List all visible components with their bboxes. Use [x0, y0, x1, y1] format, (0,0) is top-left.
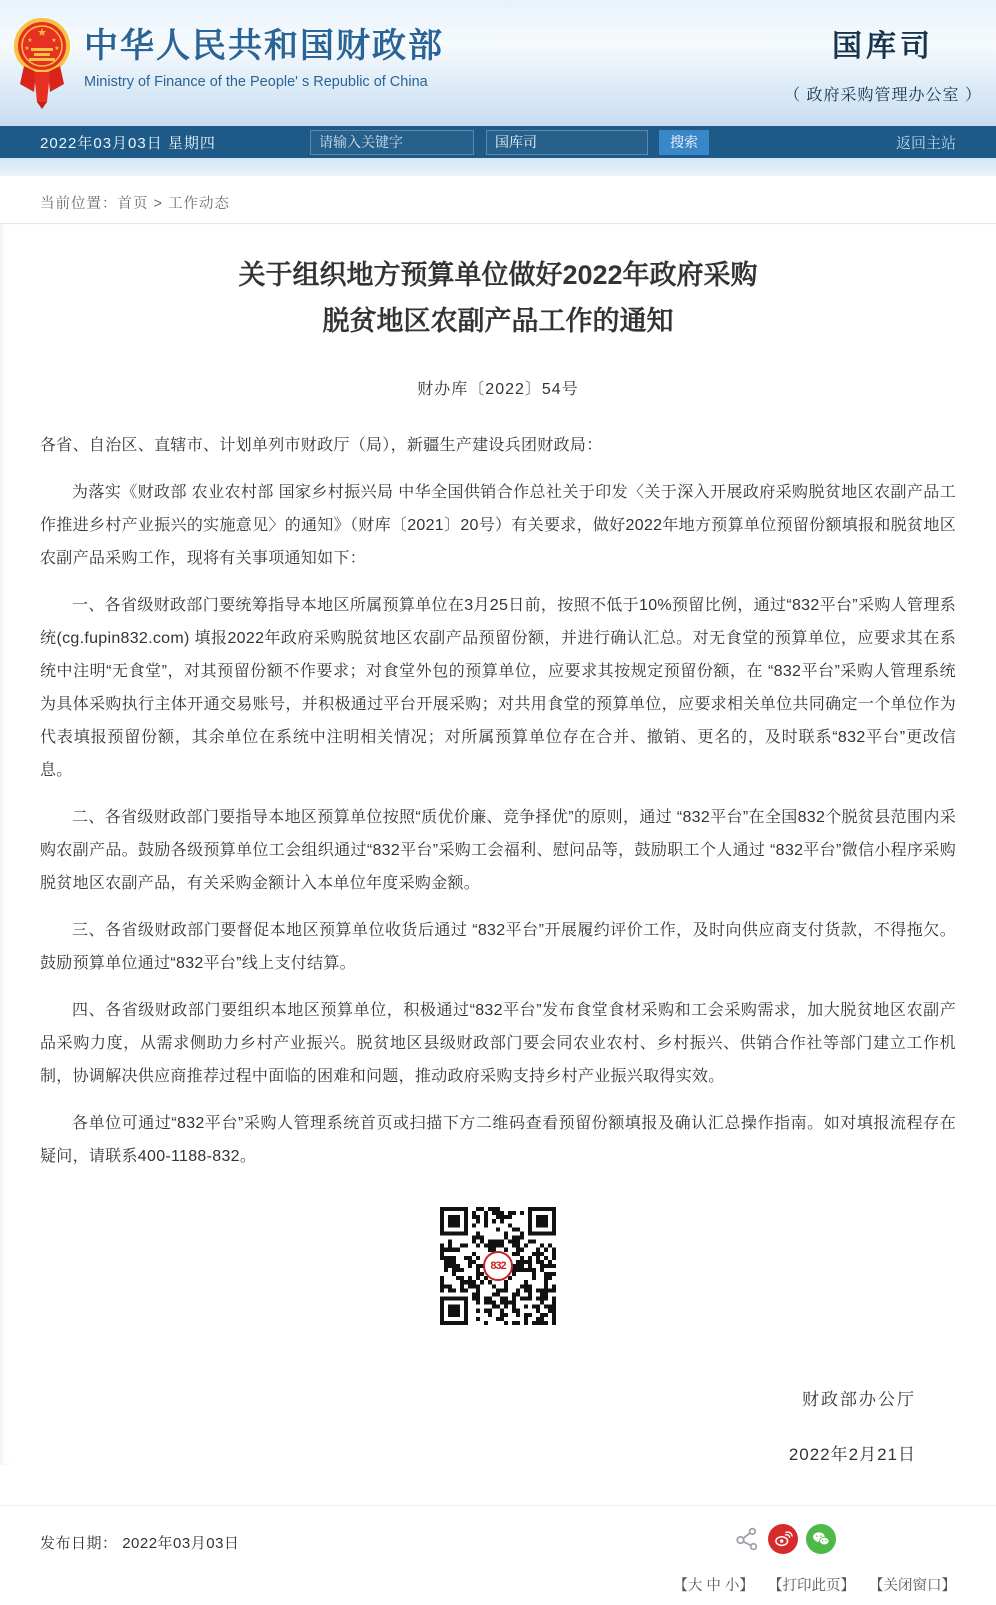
- svg-text:★: ★: [54, 46, 60, 52]
- current-date: 2022年03月03日 星期四: [40, 134, 216, 152]
- article-paragraph: 二、各省级财政部门要指导本地区预算单位按照“质优价廉、竞争择优”的原则，通过 “832平台”在全国832个脱贫县范围内采购农副产品。鼓励各级预算单位工会组织通过“832平台”采购工会福利、慰问品等，鼓励职工个人通过 “832平台”微信小程序采购脱贫地区农副产品，有关采购金额计入本单位年度采购金额。: [40, 809, 956, 892]
- page-footer: [0, 1505, 996, 1605]
- article-title: [40, 252, 956, 344]
- qr-code-wrap: [40, 1207, 956, 1325]
- document-number: 财办库〔2022〕54号: [417, 381, 579, 398]
- svg-text:★: ★: [37, 27, 47, 39]
- search-scope-select[interactable]: 国库司: [486, 130, 648, 155]
- brand-text: [84, 14, 444, 90]
- article-title-line2: 脱贫地区农副产品工作的通知: [322, 306, 674, 336]
- department-name: 国库司: [832, 30, 935, 63]
- svg-text:★: ★: [24, 46, 30, 52]
- print-page-button[interactable]: 【打印此页】: [767, 1578, 855, 1594]
- article-paragraph: 三、各省级财政部门要督促本地区预算单位收货后通过 “832平台”开展履约评价工作，及时向供应商支付货款，不得拖欠。鼓励预算单位通过“832平台”线上支付结算。: [40, 922, 956, 972]
- site-header: [0, 0, 996, 126]
- article-paragraph: 各省、自治区、直辖市、计划单列市财政厅（局），新疆生产建设兵团财政局：: [40, 437, 603, 454]
- back-to-main-site-link[interactable]: 返回主站: [895, 134, 956, 152]
- breadcrumb-row: [0, 176, 996, 224]
- brand: [14, 14, 444, 110]
- navbar: [0, 126, 996, 158]
- article-title-line1: 关于组织地方预算单位做好2022年政府采购: [238, 260, 758, 290]
- share-row: [734, 1524, 836, 1554]
- svg-text:★: ★: [51, 38, 57, 44]
- site-title: 中华人民共和国财政部: [84, 27, 444, 65]
- qr-code: [440, 1207, 556, 1325]
- publish-date-label: 发布日期：: [40, 1535, 118, 1552]
- article: [0, 224, 996, 1465]
- publish-date-value: 2022年03月03日: [122, 1535, 240, 1552]
- share-icon[interactable]: [734, 1526, 760, 1552]
- qr-center-logo-icon: 832: [483, 1251, 513, 1281]
- article-body: [40, 429, 956, 1173]
- search-bar: [310, 130, 709, 155]
- header-sub-strip: [0, 158, 996, 176]
- site-subtitle-en: Ministry of Finance of the People' s Republic of China: [84, 74, 428, 90]
- font-size-control[interactable]: 【大 中 小】: [673, 1578, 754, 1594]
- department-office: （ 政府采购管理办公室 ）: [784, 87, 982, 104]
- signature-org: 财政部办公厅: [802, 1390, 916, 1409]
- article-paragraph: 一、各省级财政部门要统筹指导本地区所属预算单位在3月25日前，按照不低于10%预留比例，通过“832平台”采购人管理系统(cg.fupin832.com) 填报2022年政府采购脱贫地区农副产品预留份额，并进行确认汇总。对无食堂的预算单位，应要求其在系统中注明“无食堂”，对其预留份额不作要求；对食堂外包的预算单位，应要求其按规定预留份额，在 “832平台”采购人管理系统为具体采购执行主体开通交易账号，并积极通过平台开展采购；对共用食堂的预算单位，应要求相关单位共同确定一个单位作为代表填报预留份额，其余单位在系统中注明相关情况；对所属预算单位存在合并、撤销、更名的，及时联系“832平台”更改信息。: [40, 597, 956, 779]
- signature-block: [40, 1325, 956, 1465]
- weibo-share-icon[interactable]: [768, 1524, 798, 1554]
- close-window-button[interactable]: 【关闭窗口】: [869, 1578, 956, 1594]
- wechat-share-icon[interactable]: [806, 1524, 836, 1554]
- article-paragraph: 各单位可通过“832平台”采购人管理系统首页或扫描下方二维码查看预留份额填报及确认汇总操作指南。如对填报流程存在疑问，请联系400-1188-832。: [40, 1115, 956, 1165]
- article-paragraph: 四、各省级财政部门要组织本地区预算单位，积极通过“832平台”发布食堂食材采购和工会采购需求，加大脱贫地区农副产品采购力度，从需求侧助力乡村产业振兴。脱贫地区县级财政部门要会同农业农村、乡村振兴、供销合作社等部门建立工作机制，协调解决供应商推荐过程中面临的困难和问题，推动政府采购支持乡村产业振兴取得实效。: [40, 1002, 956, 1085]
- breadcrumb[interactable]: 当前位置：首页 > 工作动态: [40, 196, 231, 212]
- article-paragraph: 为落实《财政部 农业农村部 国家乡村振兴局 中华全国供销合作总社关于印发〈关于深入开展政府采购脱贫地区农副产品工作推进乡村产业振兴的实施意见〉的通知》（财库〔2021〕20号）有关要求，做好2022年地方预算单位预留份额填报和脱贫地区农副产品采购工作，现将有关事项通知如下：: [40, 484, 956, 567]
- signature-date: 2022年2月21日: [788, 1445, 916, 1464]
- svg-text:★: ★: [27, 38, 33, 44]
- footer-links: [663, 1574, 956, 1595]
- search-button[interactable]: 搜索: [659, 130, 709, 155]
- search-input[interactable]: [310, 130, 474, 155]
- department-block: [784, 30, 982, 105]
- national-emblem-icon: [14, 14, 70, 110]
